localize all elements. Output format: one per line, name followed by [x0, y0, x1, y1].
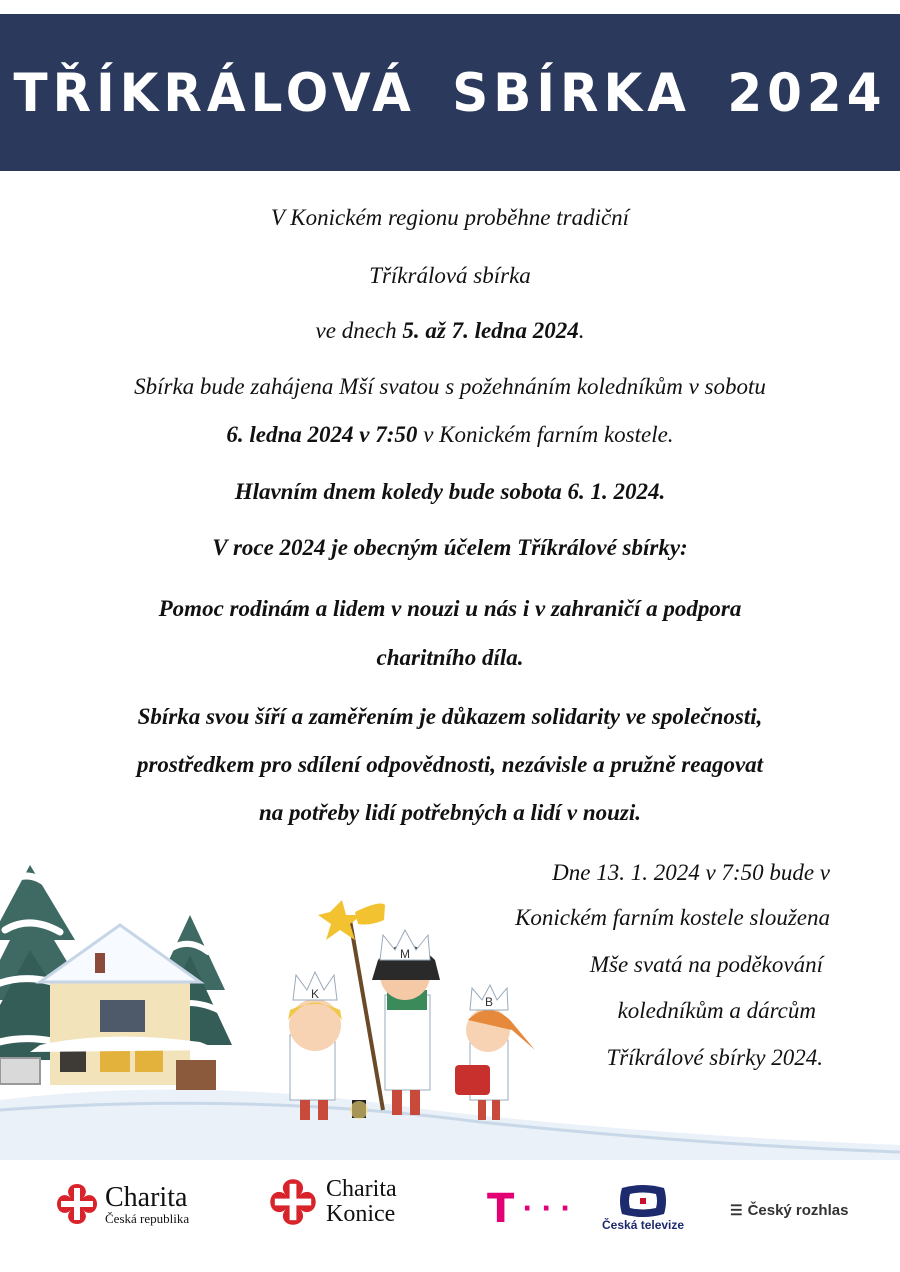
purpose-line-1: Pomoc rodinám a lidem v nouzi u nás i v zahraničí a podpora: [158, 596, 742, 621]
crown-letter-b: B: [484, 995, 494, 1009]
header-banner: [0, 14, 900, 171]
intro-line: V Konickém regionu proběhne tradiční: [270, 205, 630, 230]
purpose-heading: V roce 2024 je obecným účelem Tříkrálové sbírky:: [212, 535, 688, 560]
thanks-line-2: Konickém farním kostele sloužena: [515, 905, 830, 930]
charita-cr-sub: Česká republika: [105, 1210, 190, 1226]
solidarity-line-1: Sbírka svou šíří a zaměřením je důkazem solidarity ve společnosti,: [137, 704, 763, 729]
rozhlas-icon: ☰: [730, 1202, 743, 1218]
charita-cr-name: Charita: [105, 1181, 188, 1213]
crown-letter-k: K: [310, 987, 320, 1001]
thanks-line-1: Dne 13. 1. 2024 v 7:50 bude v: [552, 860, 830, 885]
mass-time-bold: 6. ledna 2024 v 7:50: [226, 422, 418, 447]
mass-line: Sbírka bude zahájena Mší svatou s požehnáním koledníkům v sobotu: [134, 374, 766, 399]
thanks-line-4: koledníkům a dárcům: [617, 998, 816, 1023]
ct-name: Česká televize: [602, 1218, 685, 1232]
crown-letter-m: M: [400, 947, 410, 961]
dates-bold: 5. až 7. ledna 2024: [402, 318, 579, 343]
main-day-line: Hlavním dnem koledy bude sobota 6. 1. 2024.: [234, 479, 666, 504]
thanks-line-3: Mše svatá na poděkování: [589, 952, 823, 977]
logo-telekom: [487, 1186, 570, 1232]
logo-cesky-rozhlas: [730, 1202, 848, 1219]
dates-prefix: ve dnech: [315, 318, 403, 343]
mass-place: v Konickém farním kostele.: [417, 422, 674, 447]
sponsor-logos: [0, 1150, 900, 1272]
carolers: [288, 900, 535, 1120]
charita-konice-name: Charita: [326, 1176, 397, 1202]
solidarity-line-2: prostředkem pro sdílení odpovědnosti, nezávisle a pružně reagovat: [136, 752, 764, 777]
ct-logo-icon: [618, 1184, 668, 1218]
telekom-dots: · · ·: [522, 1194, 571, 1224]
solidarity-line-3: na potřeby lidí potřebných a lidí v nouzi.: [258, 800, 642, 825]
dates-line: [0, 318, 900, 344]
logo-charita-cr: [55, 1182, 189, 1226]
purpose-line-2: charitního díla.: [376, 645, 524, 670]
page-title: TŘÍKRÁLOVÁ SBÍRKA 2024: [13, 62, 887, 123]
rozhlas-name: Český rozhlas: [747, 1202, 849, 1219]
charita-konice-sub: Konice: [326, 1201, 396, 1228]
logo-ceska-televize: [602, 1184, 684, 1232]
logo-charita-konice: [268, 1177, 397, 1227]
thanks-line-5: Tříkrálové sbírky 2024.: [606, 1045, 823, 1070]
charita-cross-icon: [268, 1177, 318, 1227]
collection-name: Tříkrálová sbírka: [369, 263, 531, 288]
mass-time-line: [0, 422, 900, 448]
dates-suffix: .: [578, 318, 585, 343]
charita-cross-icon: [55, 1182, 99, 1226]
telekom-t-mark: T: [487, 1186, 515, 1232]
